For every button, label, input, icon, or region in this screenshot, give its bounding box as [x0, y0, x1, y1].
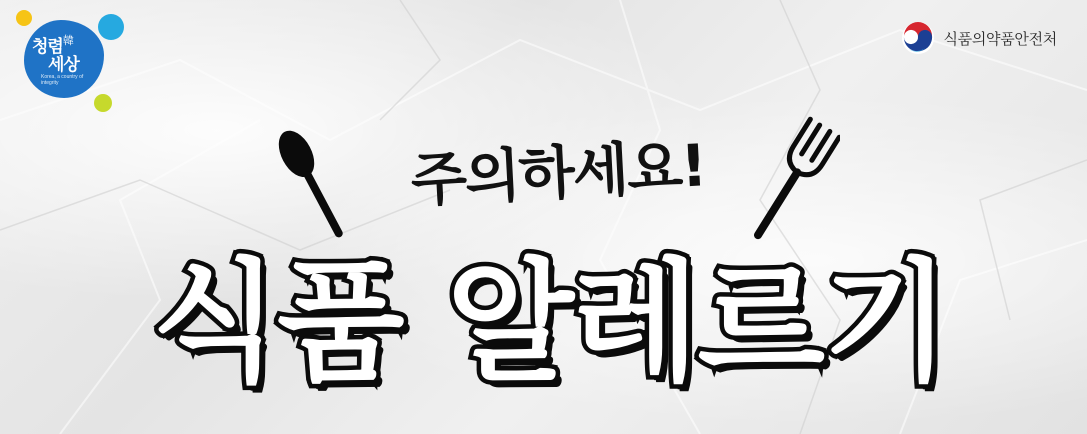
logo-dot-cyan [98, 14, 124, 40]
campaign-logo [14, 8, 124, 118]
logo-motto-line2: 세상 [48, 55, 79, 75]
logo-tagline: Korea, a country of integrity [41, 74, 84, 86]
agency-logo [901, 20, 1057, 56]
main-title: 식품 알레르기 [151, 246, 949, 400]
logo-dot-lime [94, 94, 112, 112]
logo-dot-yellow [16, 10, 32, 26]
taegeuk-emblem-icon [901, 21, 935, 55]
agency-name: 식품의약품안전처 [943, 29, 1057, 48]
subtitle-caution: 주의하세요! [409, 131, 707, 215]
logo-motto-line1: 청렴$^韓$ [32, 34, 73, 57]
logo-motto-hanja: 韓 [62, 34, 73, 47]
